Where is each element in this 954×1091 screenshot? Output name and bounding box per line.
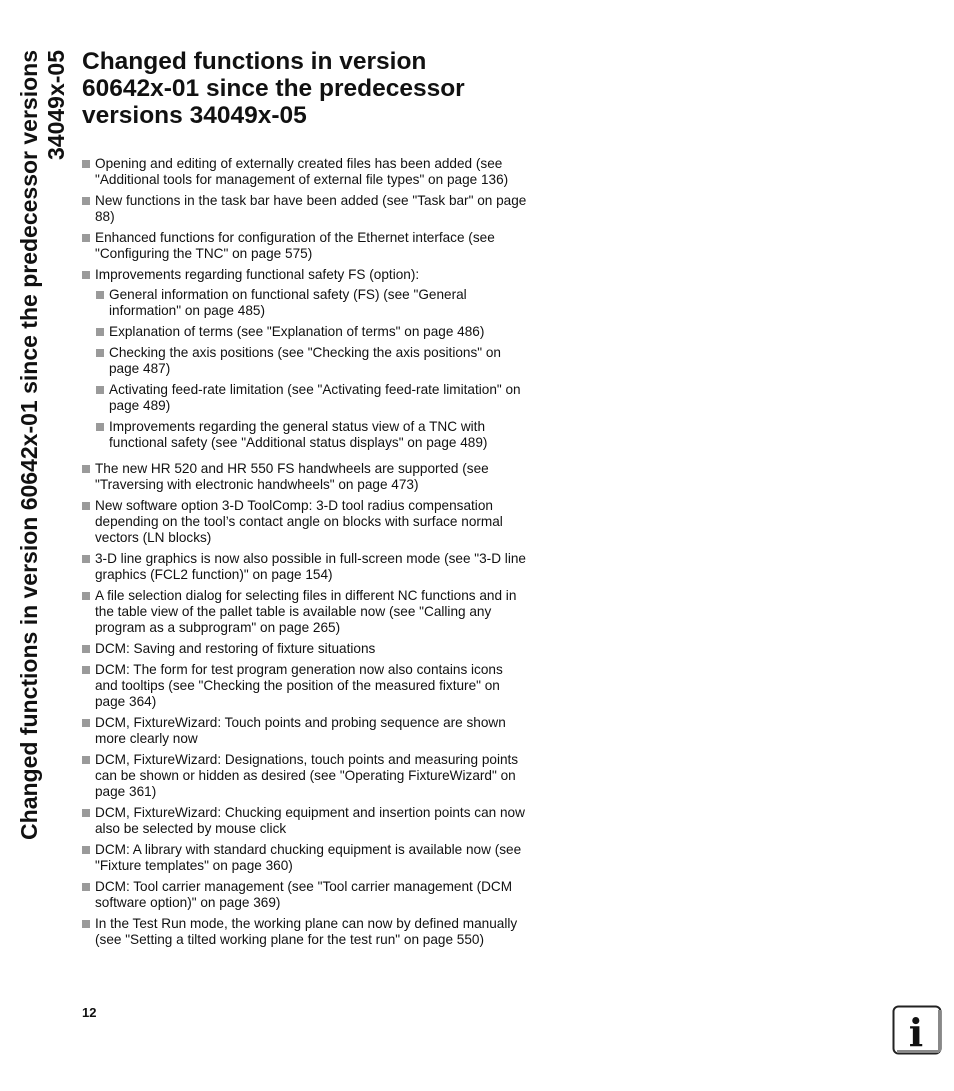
- list-item-text: Enhanced functions for configuration of the Ethernet interface (see "Configuring the TNC" on page 575): [95, 230, 495, 261]
- list-item-text: DCM: Saving and restoring of fixture situations: [95, 641, 376, 656]
- list-item-text: DCM: Tool carrier management (see "Tool carrier management (DCM software option)" on page 369): [95, 879, 513, 910]
- fs-sublist: [95, 287, 528, 451]
- square-bullet-icon: [96, 328, 104, 336]
- sub-list-item-text: Checking the axis positions (see "Checking the axis positions" on page 487): [109, 345, 501, 376]
- list-item-text: In the Test Run mode, the working plane can now by defined manually (see "Setting a tilted working plane for the test run" on page 550): [95, 916, 518, 947]
- list-item-text: Opening and editing of externally created files has been added (see "Additional tools for management of external file types" on page 136): [95, 156, 509, 187]
- list-item-text: DCM: A library with standard chucking equipment is available now (see "Fixture templates" on page 360): [95, 842, 522, 873]
- square-bullet-icon: [82, 666, 90, 674]
- heading-line-1: Changed functions in version: [82, 48, 427, 75]
- side-title: [16, 50, 72, 916]
- list-item-text: Improvements regarding functional safety FS (option):: [95, 267, 420, 282]
- list-item-text: New software option 3-D ToolComp: 3-D tool radius compensation depending on the tool’s contact angle on blocks with surface normal vectors (LN blocks): [95, 498, 503, 545]
- square-bullet-icon: [82, 920, 90, 928]
- sub-list-item: [95, 382, 528, 414]
- list-item: [82, 879, 528, 911]
- list-item-text: DCM, FixtureWizard: Designations, touch points and measuring points can be shown or hidden as desired (see "Operating FixtureWizard" on page 361): [95, 752, 519, 799]
- sub-list-item-text: Activating feed-rate limitation (see "Activating feed-rate limitation" on page 489): [109, 382, 521, 413]
- list-item: [82, 193, 528, 225]
- list-item: [82, 641, 528, 657]
- square-bullet-icon: [82, 592, 90, 600]
- square-bullet-icon: [82, 197, 90, 205]
- list-item-text: The new HR 520 and HR 550 FS handwheels are supported (see "Traversing with electronic handwheels" on page 473): [95, 461, 489, 492]
- side-title-line-2: 34049x-05: [43, 50, 69, 160]
- list-item: [82, 588, 528, 636]
- heading-line-3: versions 34049x-05: [82, 102, 307, 129]
- list-item: [82, 916, 528, 948]
- square-bullet-icon: [96, 423, 104, 431]
- square-bullet-icon: [82, 809, 90, 817]
- info-icon: [892, 1005, 942, 1055]
- square-bullet-icon: [82, 756, 90, 764]
- list-item: [82, 662, 528, 710]
- sub-list-item: [95, 345, 528, 377]
- page-heading: [82, 48, 552, 129]
- square-bullet-icon: [82, 271, 90, 279]
- square-bullet-icon: [82, 846, 90, 854]
- list-item-text: DCM, FixtureWizard: Chucking equipment and insertion points can now also be selected by mouse click: [95, 805, 525, 836]
- square-bullet-icon: [96, 291, 104, 299]
- list-item-text: New functions in the task bar have been added (see "Task bar" on page 88): [95, 193, 527, 224]
- info-letter: i: [908, 1010, 924, 1055]
- list-item: [82, 715, 528, 747]
- list-item: [82, 461, 528, 493]
- square-bullet-icon: [82, 234, 90, 242]
- list-item-text: DCM: The form for test program generation now also contains icons and tooltips (see "Checking the position of the measured fixture" on page 364): [95, 662, 503, 709]
- square-bullet-icon: [82, 465, 90, 473]
- list-item: [82, 230, 528, 262]
- list-item-text: A file selection dialog for selecting files in different NC functions and in the table view of the pallet table is available now (see "Calling any program as a subprogram" on page 265): [95, 588, 517, 635]
- square-bullet-icon: [82, 645, 90, 653]
- sub-list-item-text: General information on functional safety (FS) (see "General information" on page 485): [109, 287, 467, 318]
- list-item-text: 3-D line graphics is now also possible in full-screen mode (see "3-D line graphics (FCL2 function)" on page 154): [95, 551, 526, 582]
- sub-list-item-text: Explanation of terms (see "Explanation of terms" on page 486): [109, 324, 485, 339]
- list-item-text: DCM, FixtureWizard: Touch points and probing sequence are shown more clearly now: [95, 715, 506, 746]
- square-bullet-icon: [82, 883, 90, 891]
- list-item: [82, 551, 528, 583]
- page-number: 12: [82, 1005, 97, 1020]
- list-item: [82, 498, 528, 546]
- square-bullet-icon: [82, 719, 90, 727]
- list-item: [82, 156, 528, 188]
- sub-list-item: [95, 419, 528, 451]
- sub-list-item-text: Improvements regarding the general status view of a TNC with functional safety (see "Additional status displays" on page 489): [109, 419, 488, 450]
- list-item: [82, 267, 528, 451]
- square-bullet-icon: [96, 386, 104, 394]
- heading-line-2: 60642x-01 since the predecessor: [82, 75, 465, 102]
- sub-list-item: [95, 324, 528, 340]
- side-title-line-1: Changed functions in version 60642x-01 since the predecessor versions: [16, 50, 42, 840]
- list-item: [82, 842, 528, 874]
- square-bullet-icon: [96, 349, 104, 357]
- list-item: [82, 752, 528, 800]
- square-bullet-icon: [82, 160, 90, 168]
- sub-list-item: [95, 287, 528, 319]
- square-bullet-icon: [82, 502, 90, 510]
- changes-list: [82, 156, 528, 953]
- list-item: [82, 805, 528, 837]
- square-bullet-icon: [82, 555, 90, 563]
